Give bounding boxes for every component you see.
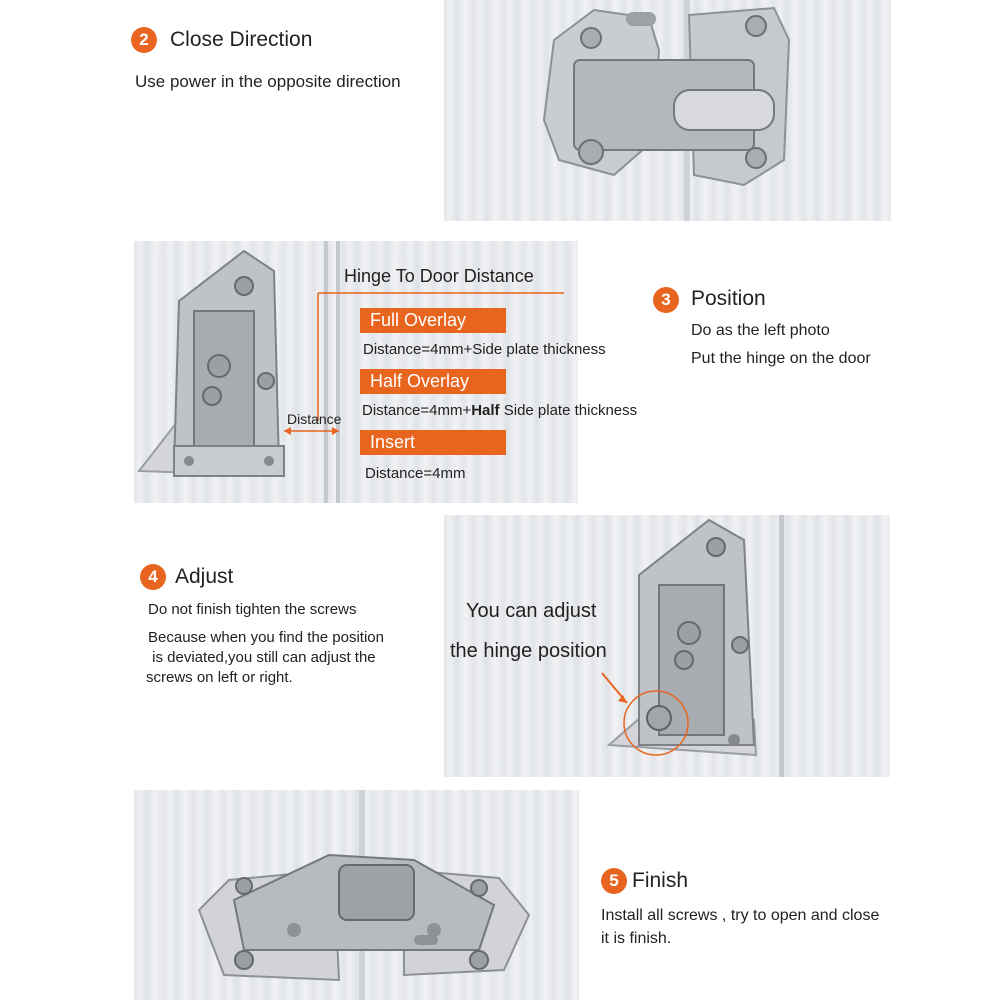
full-overlay-text: Distance=4mm+Side plate thickness [363,341,606,358]
step-3-line-2: Put the hinge on the door [691,350,871,367]
step-4-line-4: screws on left or right. [146,669,293,686]
half-overlay-text-suffix: Side plate thickness [499,402,638,419]
adjust-overlay-line-1: You can adjust [466,600,597,622]
step-4-badge: 4 [140,564,166,590]
step-2-title: Close Direction [170,28,313,51]
step-5-title: Finish [632,869,689,892]
finished-hinge-photo [134,790,579,1000]
step-3-line-1: Do as the left photo [691,322,830,339]
closed-hinge-illustration [444,0,891,221]
adjust-overlay-line-2: the hinge position [450,640,607,662]
hinge-distance-heading: Hinge To Door Distance [344,266,534,286]
half-overlay-text-bold: Half [471,402,500,419]
step-2-badge: 2 [131,27,157,53]
closed-hinge-photo [444,0,891,221]
step-3-title: Position [691,287,766,310]
step-5-badge: 5 [601,868,627,894]
step-4-line-3: is deviated,you still can adjust the [148,649,376,666]
distance-label: Distance [287,411,342,427]
step-5-line-2: it is finish. [601,930,672,947]
step-3-badge: 3 [653,287,679,313]
full-overlay-tag: Full Overlay [360,308,506,333]
step-4-title: Adjust [175,565,234,588]
step-4-line-2: Because when you find the position [148,629,384,646]
half-overlay-text [362,402,637,419]
insert-tag: Insert [360,430,506,455]
step-5-line-1: Install all screws , try to open and close [601,907,880,924]
step-4-line-1: Do not finish tighten the screws [148,601,357,618]
finished-hinge-illustration [134,790,579,1000]
step-2-text: Use power in the opposite direction [135,72,401,91]
insert-text: Distance=4mm [365,465,466,482]
half-overlay-text-prefix: Distance=4mm+ [362,402,472,419]
half-overlay-tag: Half Overlay [360,369,506,394]
